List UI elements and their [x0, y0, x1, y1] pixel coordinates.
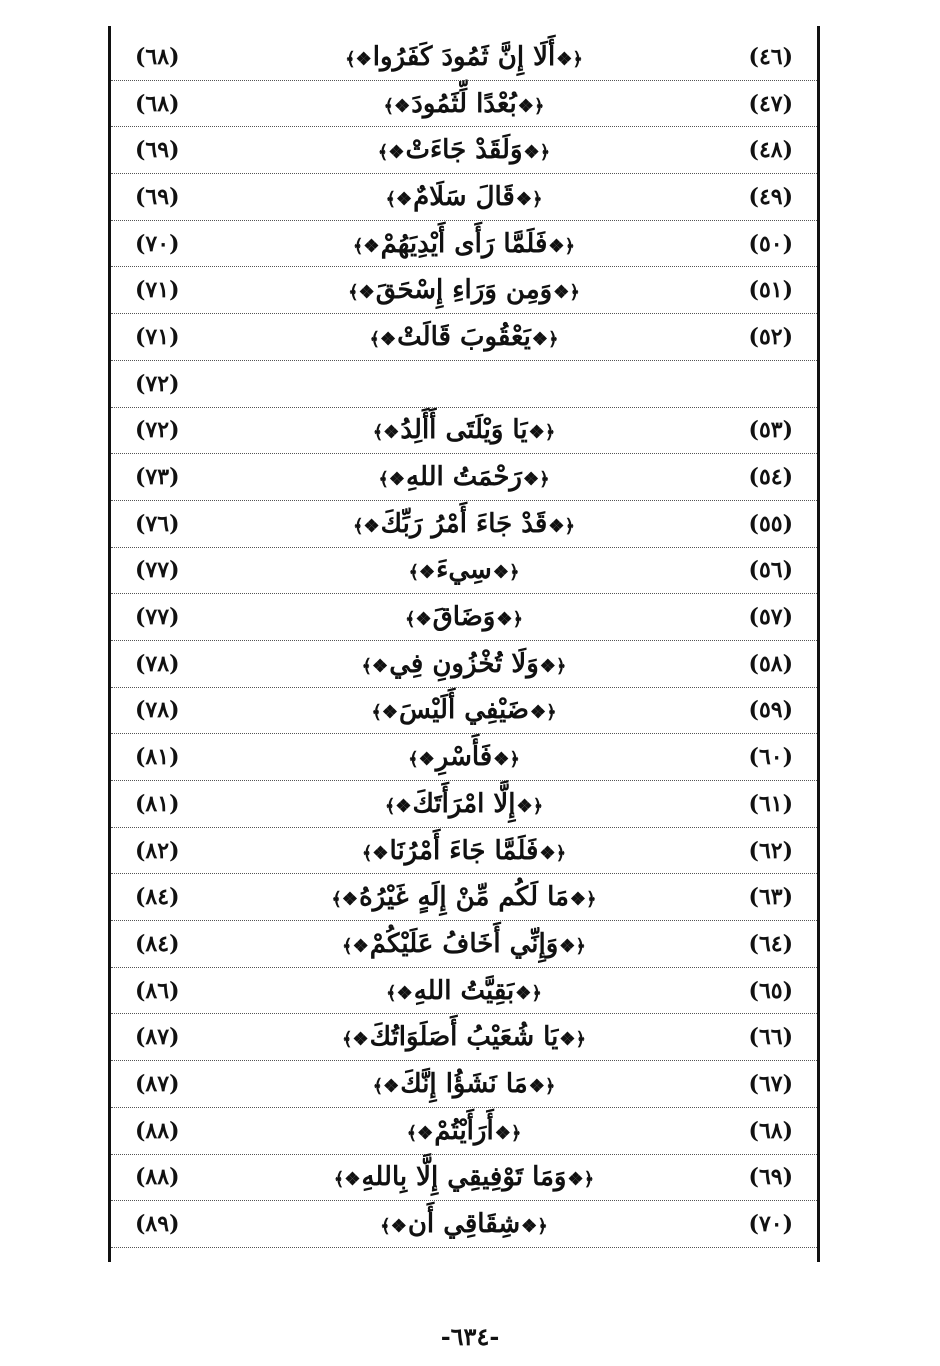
entry-number: (٤٧)	[748, 90, 793, 117]
phrase-text: فَلَمَّا رَأَى أَيْدِيَهُمْ	[380, 228, 548, 259]
entry-number: (٥٧)	[748, 604, 793, 631]
phrase-text: أَرَأَيْتُمْ	[434, 1115, 494, 1146]
ornate-bracket-close-icon: ❖﴾	[331, 889, 359, 911]
quran-phrase	[271, 1209, 657, 1239]
ornate-bracket-close-icon: ❖﴾	[371, 702, 399, 724]
ornate-bracket-open-icon: ﴿❖	[559, 1029, 587, 1051]
ornate-bracket-open-icon: ﴿❖	[531, 328, 559, 350]
ornate-bracket-close-icon: ❖﴾	[352, 235, 380, 257]
quran-phrase	[271, 836, 657, 866]
entry-number: (٥٤)	[748, 464, 793, 491]
entry-number: (٦٦)	[748, 1024, 793, 1051]
ornate-bracket-close-icon: ❖﴾	[404, 609, 432, 631]
verse-number: (٨٧)	[135, 1024, 180, 1051]
entry-number: (٥٥)	[748, 510, 793, 537]
entry-number: (٦٣)	[748, 884, 793, 911]
table-row	[111, 1061, 817, 1108]
table-row	[111, 267, 817, 314]
quran-phrase	[271, 229, 657, 259]
ornate-bracket-close-icon: ❖﴾	[406, 1122, 434, 1144]
table-row	[111, 1014, 817, 1061]
verse-number: (٧٢)	[135, 417, 180, 444]
ornate-bracket-close-icon: ❖﴾	[345, 48, 372, 70]
quran-phrase	[271, 42, 657, 72]
ornate-bracket-open-icon: ﴿❖	[517, 95, 545, 117]
table-row	[111, 174, 817, 221]
entry-number: (٥٢)	[748, 323, 793, 350]
verse-number: (٧١)	[135, 323, 180, 350]
entry-number: (٦٧)	[748, 1070, 793, 1097]
phrase-text: ضَيْفِي أَلَيْسَ	[399, 695, 529, 726]
quran-phrase	[271, 135, 657, 165]
ornate-bracket-close-icon: ❖﴾	[383, 95, 411, 117]
index-table	[111, 34, 817, 1248]
table-row	[111, 1108, 817, 1155]
ornate-bracket-open-icon: ﴿❖	[515, 188, 543, 210]
quran-phrase	[271, 695, 657, 725]
quran-phrase	[271, 1116, 657, 1146]
phrase-text: وَإِنِّي أَخَافُ عَلَيْكُمْ	[369, 928, 559, 959]
ornate-bracket-open-icon: ﴿❖	[553, 282, 580, 304]
phrase-text: قَالَ سَلَامٌ	[413, 181, 515, 212]
verse-number: (٨٨)	[135, 1164, 180, 1191]
page-number: -٦٣٤-	[440, 1322, 500, 1351]
ornate-bracket-close-icon: ❖﴾	[385, 188, 413, 210]
quran-phrase	[271, 742, 657, 772]
verse-number: (٨٦)	[135, 977, 180, 1004]
verse-number: (٧١)	[135, 277, 180, 304]
ornate-bracket-close-icon: ❖﴾	[333, 1169, 361, 1191]
phrase-text: وَمِن وَرَاءِ إِسْحَقَ	[375, 275, 553, 306]
verse-number: (٦٩)	[135, 137, 180, 164]
table-row	[111, 874, 817, 921]
entry-number: (٦٤)	[748, 930, 793, 957]
ornate-bracket-close-icon: ❖﴾	[408, 562, 436, 584]
entry-number: (٦٥)	[748, 977, 793, 1004]
phrase-text: إِلَّا امْرَأَتَكَ	[412, 788, 516, 819]
phrase-text: يَعْقُوبَ قَالَتْ	[397, 321, 531, 352]
phrase-text: شِقَاقِي أَن	[407, 1209, 521, 1240]
entry-number: (٤٨)	[748, 137, 793, 164]
phrase-text: وَلَا تُخْزُونِ فِي	[389, 648, 539, 679]
phrase-text: أَلَا إِنَّ ثَمُودَ كَفَرُوا	[372, 41, 556, 72]
entry-number: (٥٠)	[748, 230, 793, 257]
phrase-text: رَحْمَتُ اللهِ	[406, 462, 522, 493]
quran-phrase	[271, 602, 657, 632]
entry-number: (٦٢)	[748, 837, 793, 864]
quran-phrase	[271, 275, 657, 305]
verse-number: (٦٩)	[135, 183, 180, 210]
verse-number: (٨١)	[135, 744, 180, 771]
entry-number: (٥١)	[748, 277, 793, 304]
ornate-bracket-open-icon: ﴿❖	[548, 515, 576, 537]
quran-phrase	[271, 789, 657, 819]
ornate-bracket-close-icon: ❖﴾	[342, 935, 369, 957]
phrase-text: يَا شُعَيْبُ أَصَلَوَاتُكَ	[369, 1022, 559, 1053]
entry-number: (٦٩)	[748, 1164, 793, 1191]
phrase-text: سِيءَ	[436, 555, 492, 586]
table-frame	[108, 26, 820, 1262]
quran-phrase	[271, 976, 657, 1006]
ornate-bracket-close-icon: ❖﴾	[377, 142, 405, 164]
verse-number: (٨٢)	[135, 837, 180, 864]
ornate-bracket-open-icon: ﴿❖	[556, 48, 583, 70]
quran-phrase	[271, 89, 657, 119]
table-row	[111, 594, 817, 641]
ornate-bracket-open-icon: ﴿❖	[569, 889, 597, 911]
quran-phrase	[271, 649, 657, 679]
table-row	[111, 781, 817, 828]
ornate-bracket-close-icon: ❖﴾	[380, 1216, 407, 1238]
phrase-text: فَأَسْرِ	[435, 742, 493, 773]
verse-number: (٨١)	[135, 790, 180, 817]
ornate-bracket-open-icon: ﴿❖	[567, 1169, 595, 1191]
verse-number: (٧٧)	[135, 604, 180, 631]
quran-phrase	[271, 509, 657, 539]
ornate-bracket-open-icon: ﴿❖	[539, 655, 567, 677]
quran-phrase	[271, 1022, 657, 1052]
verse-number: (٧٣)	[135, 464, 180, 491]
quran-phrase	[271, 462, 657, 492]
verse-number: (٨٩)	[135, 1211, 180, 1238]
quran-phrase	[271, 555, 657, 585]
quran-phrase	[271, 882, 657, 912]
ornate-bracket-open-icon: ﴿❖	[522, 469, 550, 491]
ornate-bracket-open-icon: ﴿❖	[493, 749, 520, 771]
verse-number: (٦٨)	[135, 90, 180, 117]
ornate-bracket-close-icon: ❖﴾	[361, 842, 389, 864]
ornate-bracket-close-icon: ❖﴾	[386, 982, 413, 1004]
verse-number: (٧٨)	[135, 650, 180, 677]
table-row	[111, 81, 817, 128]
quran-phrase	[271, 929, 657, 959]
phrase-text: بُعْدًا لِّثَمُودَ	[411, 88, 517, 119]
table-row	[111, 221, 817, 268]
phrase-text: مَا نَشَؤُا إِنَّكَ	[400, 1068, 528, 1099]
ornate-bracket-open-icon: ﴿❖	[528, 422, 556, 444]
entry-number: (٥٦)	[748, 557, 793, 584]
ornate-bracket-close-icon: ❖﴾	[378, 469, 406, 491]
ornate-bracket-open-icon: ﴿❖	[539, 842, 567, 864]
verse-number: (٧٨)	[135, 697, 180, 724]
ornate-bracket-open-icon: ﴿❖	[516, 795, 544, 817]
table-row	[111, 408, 817, 455]
ornate-bracket-close-icon: ❖﴾	[348, 282, 375, 304]
table-row	[111, 1155, 817, 1202]
ornate-bracket-open-icon: ﴿❖	[548, 235, 576, 257]
table-row	[111, 921, 817, 968]
table-row	[111, 314, 817, 361]
quran-phrase	[271, 322, 657, 352]
ornate-bracket-open-icon: ﴿❖	[529, 702, 557, 724]
entry-number: (٦١)	[748, 790, 793, 817]
verse-number: (٨٧)	[135, 1070, 180, 1097]
entry-number: (٥٨)	[748, 650, 793, 677]
ornate-bracket-open-icon: ﴿❖	[492, 562, 520, 584]
verse-number: (٨٤)	[135, 930, 180, 957]
entry-number: (٦٨)	[748, 1117, 793, 1144]
table-row	[111, 501, 817, 548]
entry-number: (٤٦)	[748, 43, 793, 70]
phrase-text: يَا وَيْلَتَى أَأَلِدُ	[400, 415, 528, 446]
ornate-bracket-close-icon: ❖﴾	[369, 328, 397, 350]
verse-number: (٨٨)	[135, 1117, 180, 1144]
quran-phrase	[271, 1162, 657, 1192]
verse-number: (٧٠)	[135, 230, 180, 257]
quran-phrase	[271, 415, 657, 445]
quran-phrase	[271, 182, 657, 212]
table-row	[111, 548, 817, 595]
ornate-bracket-close-icon: ❖﴾	[361, 655, 389, 677]
verse-number: (٧٧)	[135, 557, 180, 584]
table-row	[111, 127, 817, 174]
ornate-bracket-close-icon: ❖﴾	[352, 515, 380, 537]
table-row	[111, 734, 817, 781]
table-row	[111, 968, 817, 1015]
phrase-text: فَلَمَّا جَاءَ أَمْرُنَا	[389, 835, 539, 866]
table-row	[111, 688, 817, 735]
table-row	[111, 641, 817, 688]
ornate-bracket-close-icon: ❖﴾	[372, 422, 400, 444]
phrase-text: مَا لَكُم مِّنْ إِلَهٍ غَيْرُهُ	[359, 882, 569, 913]
ornate-bracket-close-icon: ❖﴾	[341, 1029, 369, 1051]
table-row	[111, 361, 817, 408]
verse-number: (٨٤)	[135, 884, 180, 911]
table-row	[111, 34, 817, 81]
entry-number: (٦٠)	[748, 744, 793, 771]
phrase-text: قَدْ جَاءَ أَمْرُ رَبِّكَ	[380, 508, 548, 539]
verse-number: (٦٨)	[135, 43, 180, 70]
ornate-bracket-open-icon: ﴿❖	[528, 1075, 556, 1097]
phrase-text: وَضَاقَ	[432, 602, 496, 633]
table-row	[111, 828, 817, 875]
verse-number: (٧٢)	[135, 370, 180, 397]
ornate-bracket-close-icon: ❖﴾	[372, 1075, 400, 1097]
ornate-bracket-open-icon: ﴿❖	[496, 609, 524, 631]
verse-number: (٧٦)	[135, 510, 180, 537]
ornate-bracket-close-icon: ❖﴾	[384, 795, 412, 817]
quran-phrase	[271, 1069, 657, 1099]
table-row	[111, 1201, 817, 1248]
ornate-bracket-close-icon: ❖﴾	[408, 749, 435, 771]
ornate-bracket-open-icon: ﴿❖	[523, 142, 551, 164]
ornate-bracket-open-icon: ﴿❖	[521, 1216, 548, 1238]
entry-number: (٧٠)	[748, 1211, 793, 1238]
ornate-bracket-open-icon: ﴿❖	[515, 982, 542, 1004]
ornate-bracket-open-icon: ﴿❖	[494, 1122, 522, 1144]
phrase-text: وَلَقَدْ جَاءَتْ	[405, 135, 523, 166]
ornate-bracket-open-icon: ﴿❖	[559, 935, 586, 957]
entry-number: (٥٣)	[748, 417, 793, 444]
table-row	[111, 454, 817, 501]
entry-number: (٥٩)	[748, 697, 793, 724]
phrase-text: وَمَا تَوْفِيقِي إِلَّا بِاللهِ	[361, 1162, 567, 1193]
entry-number: (٤٩)	[748, 183, 793, 210]
phrase-text: بَقِيَّتُ اللهِ	[413, 975, 515, 1006]
